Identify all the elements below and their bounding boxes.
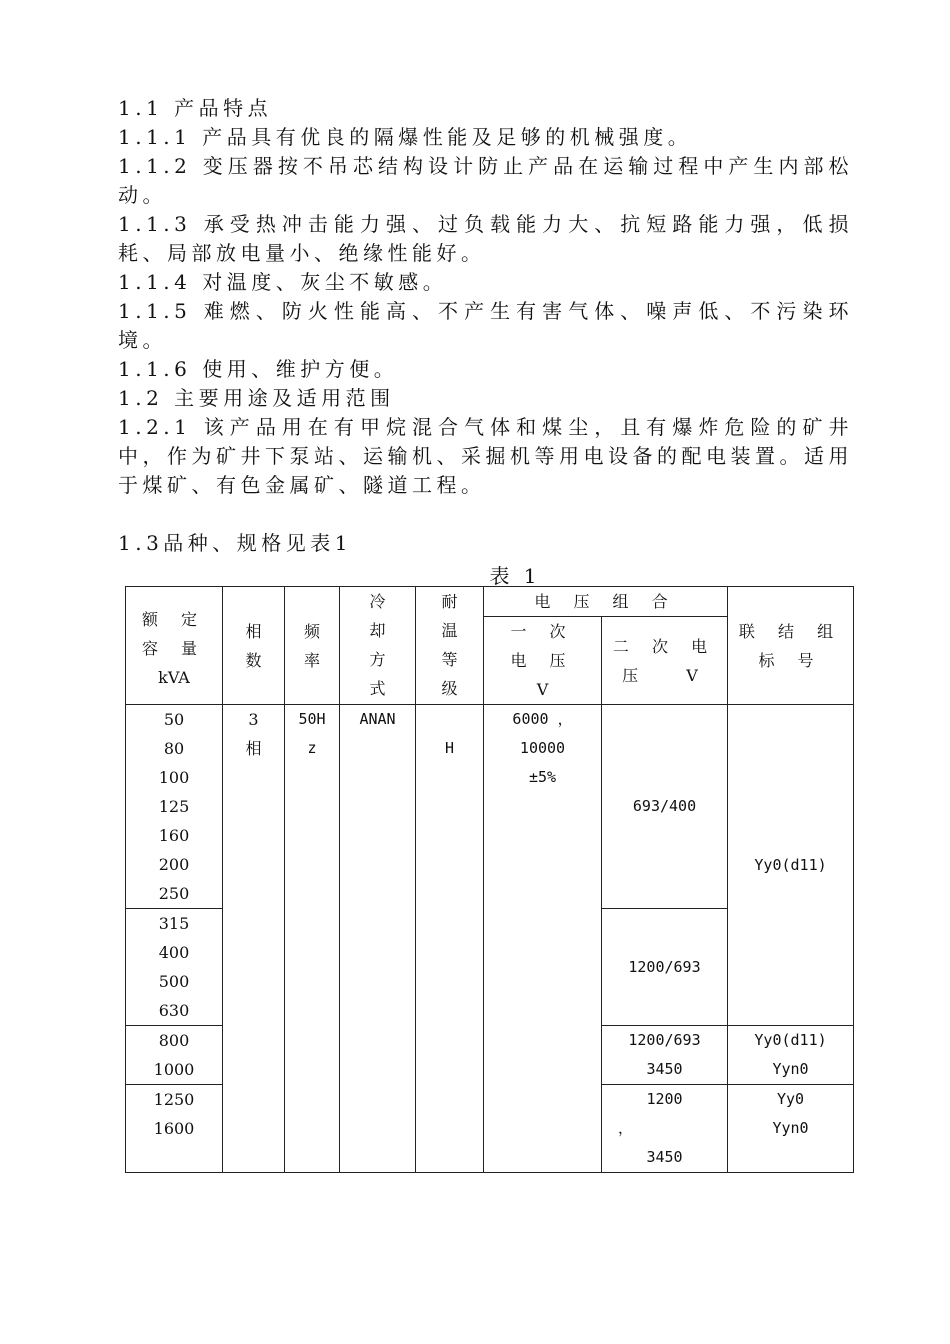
paragraph-1-1-2: 1.1.2 变压器按不吊芯结构设计防止产品在运输过程中产生内部松动。: [118, 154, 853, 207]
section-heading-1-1: 1.1 产品特点: [118, 96, 273, 120]
connection-2: Yy0(d11) Yyn0: [728, 1026, 854, 1085]
table-header-row: [126, 587, 854, 617]
capacity-group-2: 315 400 500 630: [126, 909, 223, 1026]
phase-cell: 3 相: [223, 705, 285, 1173]
header-voltage-group: 电 压 组 合: [484, 587, 728, 617]
header-cooling: 冷 却 方 式: [340, 587, 416, 705]
paragraph-1-1-5: 1.1.5 难燃、防火性能高、不产生有害气体、噪声低、不污染环境。: [118, 299, 853, 352]
connection-1: Yy0(d11): [728, 705, 854, 1026]
secondary-voltage-3: 1200/693 3450: [602, 1026, 728, 1085]
secondary-voltage-1: 693/400: [602, 705, 728, 909]
header-connection: 联 结 组 标 号: [728, 587, 854, 705]
header-frequency: 频 率: [285, 587, 340, 705]
header-primary-voltage: 一 次 电 压 V: [484, 617, 602, 705]
header-capacity: 额 定 容 量 kVA: [126, 587, 223, 705]
cooling-cell: ANAN: [340, 705, 416, 1173]
paragraph-1-1-1: 1.1.1 产品具有优良的隔爆性能及足够的机械强度。: [118, 125, 693, 149]
insulation-cell: H: [416, 705, 484, 1173]
paragraph-1-1-3: 1.1.3 承受热冲击能力强、过负载能力大、抗短路能力强，低损耗、局部放电量小、绝缘性能好。: [118, 212, 853, 265]
capacity-group-4: 1250 1600: [126, 1085, 223, 1173]
paragraph-1-2-1: 1.2.1 该产品用在有甲烷混合气体和煤尘，且有爆炸危险的矿井中，作为矿井下泵站、运输机、采掘机等用电设备的配电装置。适用于煤矿、有色金属矿、隧道工程。: [118, 415, 853, 497]
connection-3: Yy0 Yyn0: [728, 1085, 854, 1173]
section-heading-1-3: 1.3品种、规格见表1: [118, 531, 353, 555]
header-secondary-voltage: 二 次 电 压 V: [602, 617, 728, 705]
header-insulation: 耐 温 等 级: [416, 587, 484, 705]
section-heading-1-2: 1.2 主要用途及适用范围: [118, 386, 395, 410]
secondary-voltage-2: 1200/693: [602, 909, 728, 1026]
paragraph-1-1-6: 1.1.6 使用、维护方便。: [118, 357, 399, 381]
secondary-voltage-4: 1200 ， 3450: [602, 1085, 728, 1173]
table-row: [126, 705, 854, 909]
spec-table: [125, 586, 854, 1173]
header-phase: 相 数: [223, 587, 285, 705]
primary-voltage-cell: 6000 ， 10000 ±5%: [484, 705, 602, 1173]
frequency-cell: 50H z: [285, 705, 340, 1173]
table-caption: 表 1: [489, 564, 541, 588]
paragraph-1-1-4: 1.1.4 对温度、灰尘不敏感。: [118, 270, 448, 294]
capacity-group-3: 800 1000: [126, 1026, 223, 1085]
capacity-group-1: 50 80 100 125 160 200 250: [126, 705, 223, 909]
